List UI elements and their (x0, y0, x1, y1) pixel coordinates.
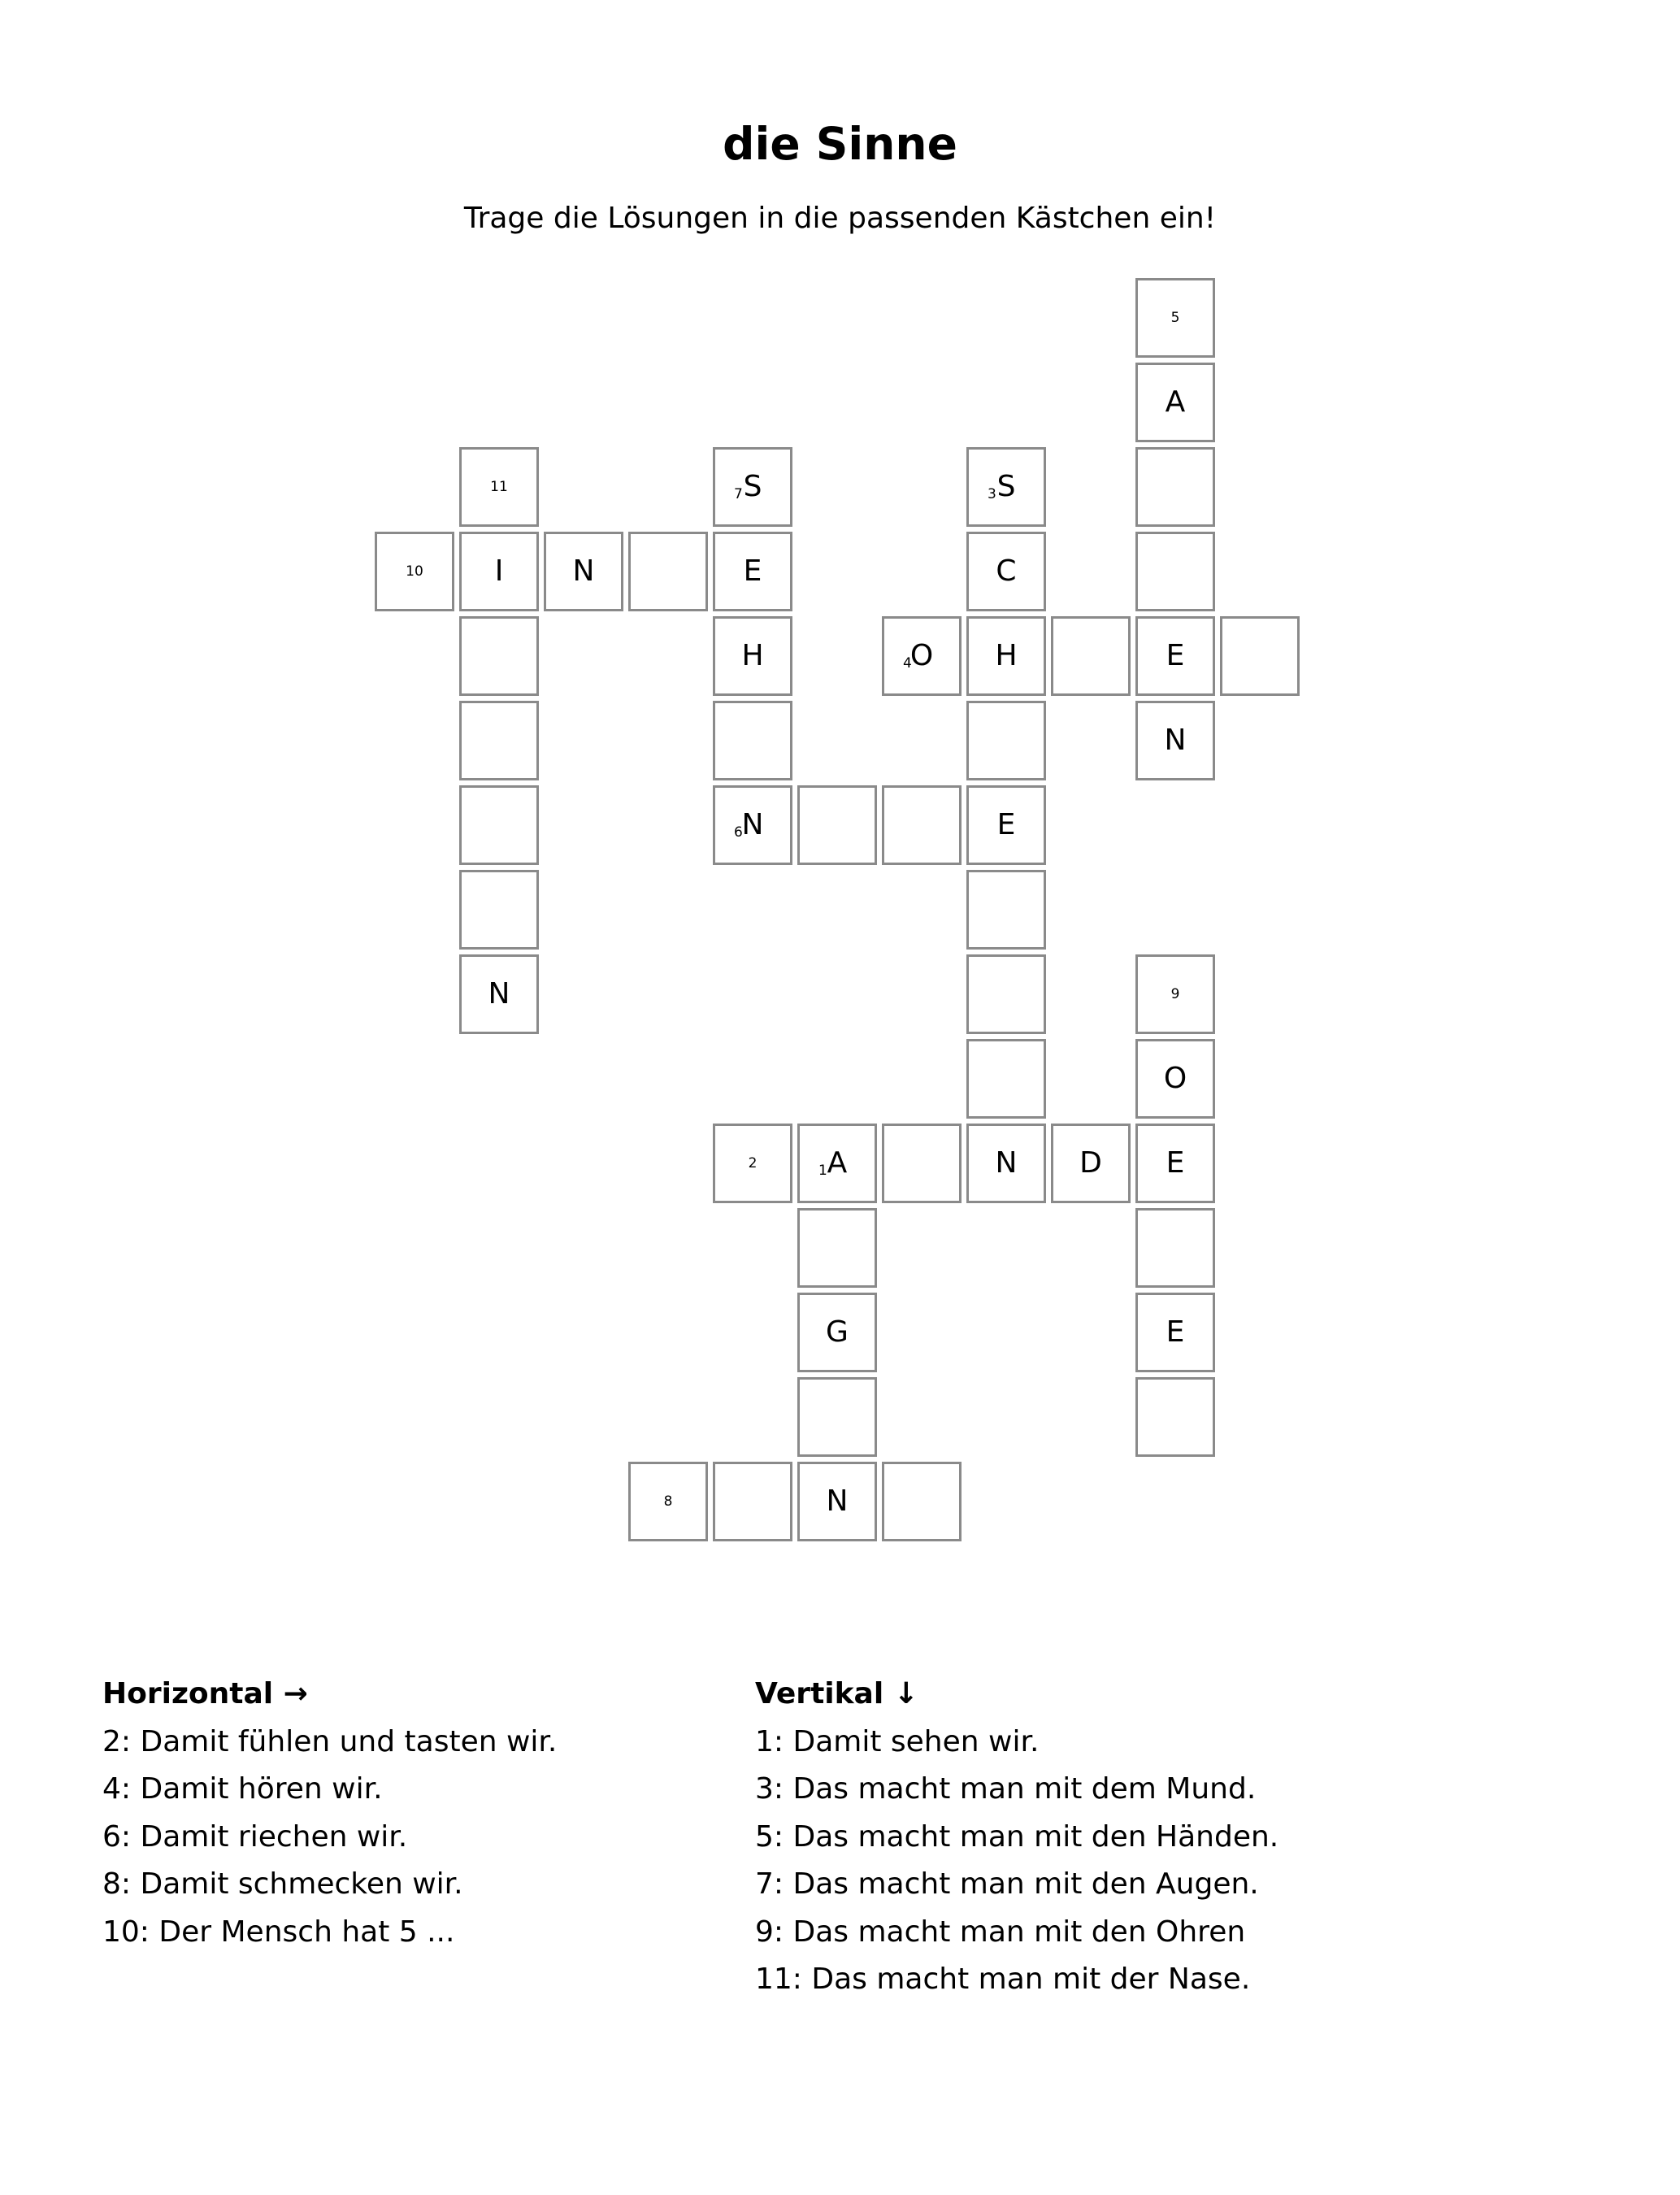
given-letter: S (996, 470, 1016, 503)
down-clue: 9: Das macht man mit den Ohren (755, 1915, 1246, 1949)
crossword-cell[interactable] (1135, 278, 1215, 358)
crossword-cell[interactable] (713, 447, 792, 527)
crossword-cell[interactable] (713, 616, 792, 696)
clue-number: 4 (903, 655, 912, 672)
given-letter: C (996, 554, 1017, 588)
given-letter: H (741, 639, 764, 672)
clue-number: 5 (1170, 310, 1180, 326)
crossword-cell[interactable] (459, 532, 539, 611)
given-letter: O (1163, 1062, 1187, 1095)
crossword-cell[interactable] (966, 701, 1046, 780)
crossword-cell[interactable] (797, 1293, 877, 1372)
across-clue: 2: Damit fühlen und tasten wir. (102, 1724, 558, 1758)
crossword-cell[interactable] (1135, 1293, 1215, 1372)
crossword-cell[interactable] (1135, 1124, 1215, 1203)
crossword-cell[interactable] (797, 785, 877, 865)
crossword-cell[interactable] (882, 1462, 962, 1541)
given-letter: A (1165, 385, 1186, 419)
crossword-cell[interactable] (1135, 616, 1215, 696)
clue-number: 10 (406, 563, 423, 580)
crossword-cell[interactable] (882, 616, 962, 696)
given-letter: A (827, 1146, 848, 1180)
across-clue: 4: Damit hören wir. (102, 1772, 383, 1806)
clue-number: 2 (748, 1155, 758, 1171)
crossword-cell[interactable] (1135, 532, 1215, 611)
given-letter: E (1166, 1146, 1185, 1180)
crossword-cell[interactable] (713, 1124, 792, 1203)
across-clue: 8: Damit schmecken wir. (102, 1867, 463, 1901)
crossword-cell[interactable] (1051, 616, 1131, 696)
crossword-cell[interactable] (375, 532, 454, 611)
crossword-cell[interactable] (966, 616, 1046, 696)
crossword-cell[interactable] (1135, 1208, 1215, 1288)
crossword-cell[interactable] (797, 1208, 877, 1288)
crossword-cell[interactable] (797, 1462, 877, 1541)
crossword-cell[interactable] (1135, 1377, 1215, 1457)
given-letter: E (743, 554, 762, 588)
given-letter: S (743, 470, 762, 503)
down-clue: 1: Damit sehen wir. (755, 1724, 1040, 1758)
given-letter: E (1166, 1315, 1185, 1349)
crossword-cell[interactable] (628, 532, 708, 611)
crossword-cell[interactable] (713, 532, 792, 611)
crossword-cell[interactable] (459, 870, 539, 950)
crossword-cell[interactable] (628, 1462, 708, 1541)
clue-number: 7 (734, 486, 743, 502)
clue-number: 6 (734, 824, 743, 841)
down-clues (755, 1671, 1278, 2004)
given-letter: N (488, 977, 510, 1011)
down-clue: 11: Das macht man mit der Nase. (755, 1962, 1251, 1996)
clue-number: 8 (663, 1493, 673, 1510)
crossword-cell[interactable] (966, 447, 1046, 527)
crossword-cell[interactable] (966, 1039, 1046, 1119)
given-letter: N (741, 808, 764, 841)
given-letter: O (909, 639, 934, 672)
crossword-cell[interactable] (544, 532, 623, 611)
crossword-cell[interactable] (1135, 954, 1215, 1034)
down-clue: 3: Das macht man mit dem Mund. (755, 1772, 1257, 1806)
crossword-cell[interactable] (966, 954, 1046, 1034)
given-letter: H (995, 639, 1018, 672)
given-letter: D (1079, 1146, 1102, 1180)
page-title: die Sinne (723, 118, 957, 170)
clue-number: 3 (988, 486, 996, 502)
given-letter: E (996, 808, 1016, 841)
crossword-cell[interactable] (1220, 616, 1300, 696)
clue-number: 1 (818, 1163, 827, 1179)
instructions: Trage die Lösungen in die passenden Kästchen ein! (463, 202, 1217, 235)
given-letter: I (494, 554, 504, 588)
crossword-cell[interactable] (1135, 363, 1215, 442)
crossword-cell[interactable] (882, 1124, 962, 1203)
crossword-cell[interactable] (459, 701, 539, 780)
crossword-cell[interactable] (459, 616, 539, 696)
clue-number: 11 (490, 479, 508, 495)
given-letter: E (1166, 639, 1185, 672)
given-letter: N (572, 554, 595, 588)
crossword-cell[interactable] (966, 785, 1046, 865)
down-clue: 7: Das macht man mit den Augen. (755, 1867, 1259, 1901)
crossword-cell[interactable] (1051, 1124, 1131, 1203)
crossword-cell[interactable] (966, 1124, 1046, 1203)
crossword-cell[interactable] (966, 532, 1046, 611)
across-heading: Horizontal → (102, 1677, 308, 1710)
across-clues (102, 1671, 557, 1956)
crossword-cell[interactable] (797, 1124, 877, 1203)
given-letter: N (1164, 724, 1187, 757)
down-clue: 5: Das macht man mit den Händen. (755, 1819, 1279, 1854)
given-letter: N (995, 1146, 1018, 1180)
down-heading: Vertikal ↓ (755, 1677, 918, 1710)
given-letter: G (826, 1315, 849, 1349)
crossword-cell[interactable] (966, 870, 1046, 950)
crossword-cell[interactable] (1135, 1039, 1215, 1119)
crossword-cell[interactable] (459, 785, 539, 865)
crossword-cell[interactable] (459, 954, 539, 1034)
crossword-cell[interactable] (713, 701, 792, 780)
crossword-cell[interactable] (459, 447, 539, 527)
across-clue: 6: Damit riechen wir. (102, 1819, 408, 1854)
crossword-cell[interactable] (713, 1462, 792, 1541)
crossword-cell[interactable] (1135, 701, 1215, 780)
crossword-cell[interactable] (797, 1377, 877, 1457)
clue-number: 9 (1170, 986, 1180, 1002)
given-letter: N (826, 1484, 849, 1518)
crossword-cell[interactable] (882, 785, 962, 865)
across-clue: 10: Der Mensch hat 5 ... (102, 1915, 455, 1949)
crossword-cell[interactable] (1135, 447, 1215, 527)
crossword-cell[interactable] (713, 785, 792, 865)
